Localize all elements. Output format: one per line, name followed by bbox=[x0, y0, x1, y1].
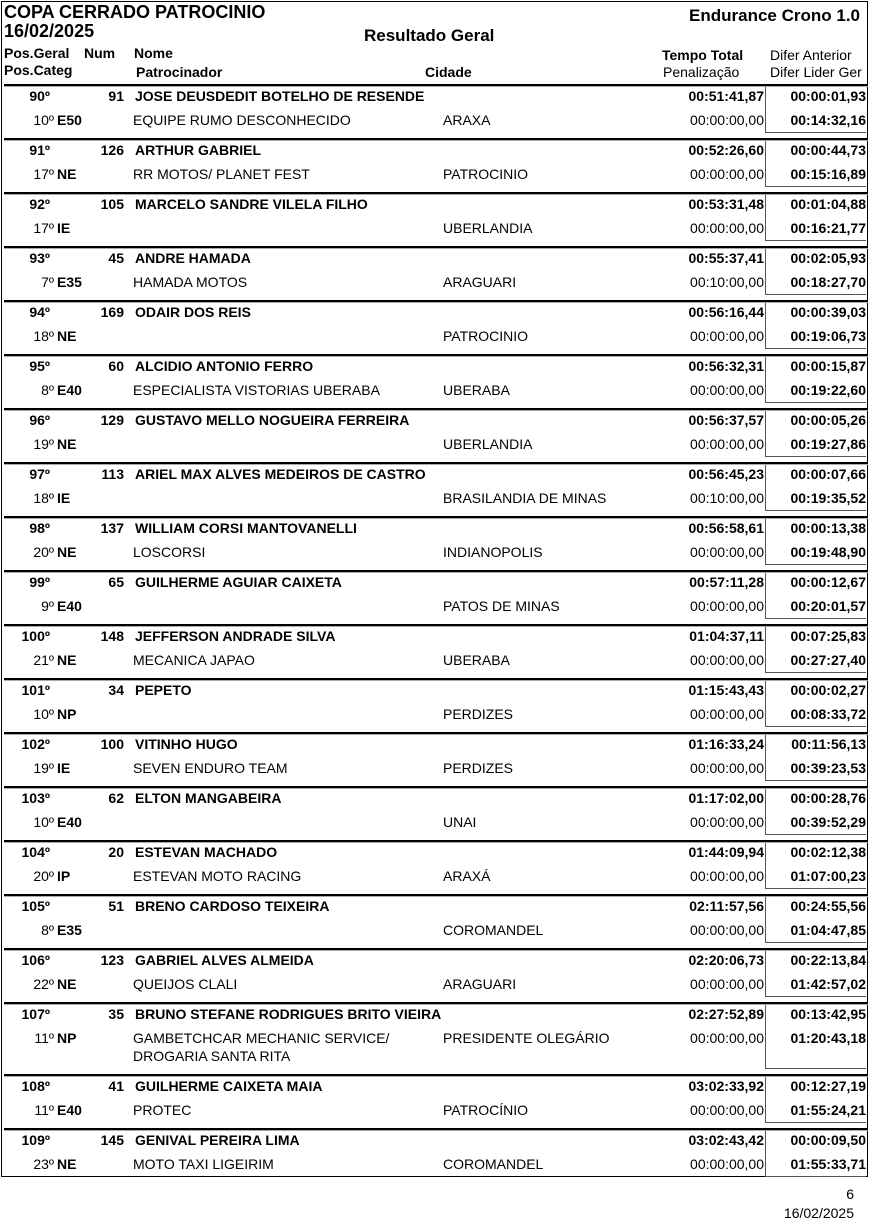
category: NE bbox=[57, 976, 77, 992]
row-separator-shadow bbox=[4, 734, 868, 735]
overall-position: 105º bbox=[21, 898, 50, 914]
category: IE bbox=[57, 760, 71, 776]
overall-position: 93º bbox=[29, 250, 50, 266]
diff-leader: 01:07:00,23 bbox=[790, 868, 866, 884]
category-position: 21º bbox=[33, 652, 54, 668]
diff-leader: 01:42:57,02 bbox=[790, 976, 866, 992]
total-time: 01:44:09,94 bbox=[688, 844, 764, 860]
category-position: 22º bbox=[33, 976, 54, 992]
total-time: 00:56:45,23 bbox=[688, 466, 764, 482]
penalty: 00:00:00,00 bbox=[690, 544, 764, 560]
overall-position: 98º bbox=[29, 520, 50, 536]
bib-number: 137 bbox=[100, 520, 124, 536]
row-separator-shadow bbox=[4, 86, 868, 87]
bib-number: 169 bbox=[100, 304, 124, 320]
rider-name: VITINHO HUGO bbox=[135, 736, 238, 752]
bib-number: 126 bbox=[100, 142, 124, 158]
overall-position: 109º bbox=[21, 1132, 50, 1148]
col-penalizacao: Penalização bbox=[663, 64, 740, 80]
diff-previous: 00:00:15,87 bbox=[790, 358, 866, 374]
penalty: 00:10:00,00 bbox=[690, 490, 764, 506]
city: ARAGUARI bbox=[443, 274, 517, 290]
diff-leader: 00:18:27,70 bbox=[790, 274, 866, 290]
overall-position: 108º bbox=[21, 1078, 50, 1094]
rider-name: GUSTAVO MELLO NOGUEIRA FERREIRA bbox=[135, 412, 410, 428]
report-title: Resultado Geral bbox=[364, 26, 495, 45]
city: ARAXÁ bbox=[443, 868, 491, 884]
penalty: 00:00:00,00 bbox=[690, 166, 764, 182]
city: ARAXA bbox=[443, 112, 491, 128]
sponsor: LOSCORSI bbox=[133, 544, 206, 560]
category: NE bbox=[57, 1156, 77, 1172]
diff-previous: 00:00:12,67 bbox=[790, 574, 866, 590]
bib-number: 100 bbox=[100, 736, 124, 752]
diff-previous: 00:00:07,66 bbox=[790, 466, 866, 482]
total-time: 02:27:52,89 bbox=[688, 1006, 764, 1022]
bib-number: 145 bbox=[100, 1132, 124, 1148]
total-time: 00:56:32,31 bbox=[688, 358, 764, 374]
total-time: 03:02:43,42 bbox=[688, 1132, 764, 1148]
col-tempo-total: Tempo Total bbox=[662, 47, 744, 63]
result-row bbox=[2, 1074, 868, 1128]
category: NE bbox=[57, 652, 77, 668]
city: UBERABA bbox=[443, 382, 510, 398]
penalty: 00:00:00,00 bbox=[690, 1102, 764, 1118]
total-time: 01:15:43,43 bbox=[688, 682, 764, 698]
diff-leader: 00:08:33,72 bbox=[790, 706, 866, 722]
diff-previous: 00:00:13,38 bbox=[790, 520, 866, 536]
row-separator-shadow bbox=[4, 194, 868, 195]
result-row bbox=[2, 138, 868, 192]
category: IP bbox=[57, 868, 71, 884]
diff-leader: 00:19:27,86 bbox=[790, 436, 866, 452]
diff-leader: 00:19:35,52 bbox=[790, 490, 866, 506]
penalty: 00:00:00,00 bbox=[690, 976, 764, 992]
row-separator-shadow bbox=[4, 140, 868, 141]
col-difer-anterior: Difer Anterior bbox=[770, 47, 852, 63]
category: E35 bbox=[57, 922, 82, 938]
category: E40 bbox=[57, 598, 82, 614]
diff-previous: 00:11:56,13 bbox=[791, 736, 866, 752]
result-row bbox=[2, 840, 868, 894]
penalty: 00:00:00,00 bbox=[690, 1156, 764, 1172]
diff-leader: 00:27:27,40 bbox=[790, 652, 866, 668]
col-num: Num bbox=[84, 45, 116, 61]
overall-position: 100º bbox=[21, 628, 50, 644]
overall-position: 102º bbox=[21, 736, 50, 752]
city: PATROCÍNIO bbox=[443, 1102, 529, 1118]
result-row bbox=[2, 408, 868, 462]
category: E40 bbox=[57, 382, 82, 398]
total-time: 02:11:57,56 bbox=[689, 898, 764, 914]
city: PATROCINIO bbox=[443, 166, 529, 182]
row-separator-shadow bbox=[4, 356, 868, 357]
diff-previous: 00:13:42,95 bbox=[790, 1006, 866, 1022]
diff-leader: 00:19:22,60 bbox=[790, 382, 866, 398]
diff-leader: 00:20:01,57 bbox=[790, 598, 866, 614]
row-separator-shadow bbox=[4, 572, 868, 573]
diff-leader: 00:19:48,90 bbox=[790, 544, 866, 560]
overall-position: 97º bbox=[29, 466, 50, 482]
city: UBERLANDIA bbox=[443, 220, 533, 236]
diff-leader: 00:39:23,53 bbox=[790, 760, 866, 776]
row-separator-shadow bbox=[4, 1076, 868, 1077]
result-row bbox=[2, 84, 868, 138]
rider-name: GUILHERME AGUIAR CAIXETA bbox=[135, 574, 342, 590]
sponsor: QUEIJOS CLALI bbox=[133, 976, 238, 992]
result-row bbox=[2, 192, 868, 246]
overall-position: 107º bbox=[21, 1006, 50, 1022]
rider-name: GABRIEL ALVES ALMEIDA bbox=[135, 952, 314, 968]
penalty: 00:00:00,00 bbox=[690, 1030, 764, 1046]
row-separator-shadow bbox=[4, 1130, 868, 1131]
penalty: 00:00:00,00 bbox=[690, 598, 764, 614]
bib-number: 113 bbox=[101, 466, 124, 482]
total-time: 00:56:58,61 bbox=[688, 520, 764, 536]
penalty: 00:00:00,00 bbox=[690, 112, 764, 128]
col-cidade: Cidade bbox=[425, 64, 472, 80]
category-position: 18º bbox=[33, 328, 54, 344]
result-row bbox=[2, 948, 868, 1002]
rider-name: ANDRE HAMADA bbox=[135, 250, 251, 266]
diff-leader: 00:16:21,77 bbox=[790, 220, 866, 236]
city: PERDIZES bbox=[443, 760, 514, 776]
category-position: 23º bbox=[33, 1156, 54, 1172]
result-row bbox=[2, 678, 868, 732]
penalty: 00:00:00,00 bbox=[690, 328, 764, 344]
overall-position: 103º bbox=[21, 790, 50, 806]
category-position: 8º bbox=[41, 922, 54, 938]
total-time: 00:52:26,60 bbox=[688, 142, 764, 158]
city: COROMANDEL bbox=[443, 922, 544, 938]
bib-number: 60 bbox=[108, 358, 124, 374]
bib-number: 20 bbox=[108, 844, 124, 860]
category-position: 19º bbox=[33, 760, 54, 776]
row-separator-shadow bbox=[4, 680, 868, 681]
rider-name: BRENO CARDOSO TEIXEIRA bbox=[135, 898, 330, 914]
category-position: 18º bbox=[33, 490, 54, 506]
bib-number: 34 bbox=[108, 682, 124, 698]
total-time: 00:51:41,87 bbox=[688, 88, 764, 104]
total-time: 00:57:11,28 bbox=[689, 574, 764, 590]
city: BRASILANDIA DE MINAS bbox=[443, 490, 607, 506]
overall-position: 96º bbox=[29, 412, 50, 428]
diff-previous: 00:22:13,84 bbox=[790, 952, 866, 968]
rider-name: ALCIDIO ANTONIO FERRO bbox=[135, 358, 314, 374]
overall-position: 90º bbox=[29, 88, 50, 104]
diff-leader: 01:04:47,85 bbox=[790, 922, 866, 938]
category: NE bbox=[57, 544, 77, 560]
overall-position: 95º bbox=[29, 358, 50, 374]
diff-previous: 00:00:01,93 bbox=[790, 88, 866, 104]
diff-leader: 00:14:32,16 bbox=[790, 112, 866, 128]
row-separator-shadow bbox=[4, 788, 868, 789]
event-date: 16/02/2025 bbox=[4, 21, 95, 41]
penalty: 00:00:00,00 bbox=[690, 220, 764, 236]
rider-name: ESTEVAN MACHADO bbox=[135, 844, 278, 860]
result-row bbox=[2, 570, 868, 624]
result-row bbox=[2, 732, 868, 786]
category-position: 20º bbox=[33, 544, 54, 560]
diff-previous: 00:02:05,93 bbox=[790, 250, 866, 266]
city: ARAGUARI bbox=[443, 976, 517, 992]
city: PATOS DE MINAS bbox=[443, 598, 560, 614]
total-time: 01:17:02,00 bbox=[688, 790, 764, 806]
category-position: 10º bbox=[33, 112, 54, 128]
rider-name: MARCELO SANDRE VILELA FILHO bbox=[135, 196, 368, 212]
penalty: 00:00:00,00 bbox=[690, 760, 764, 776]
result-row bbox=[2, 624, 868, 678]
total-time: 02:20:06,73 bbox=[688, 952, 764, 968]
row-separator-shadow bbox=[4, 896, 868, 897]
sponsor: ESPECIALISTA VISTORIAS UBERABA bbox=[133, 382, 380, 398]
city: UBERLANDIA bbox=[443, 436, 533, 452]
bib-number: 123 bbox=[100, 952, 124, 968]
penalty: 00:00:00,00 bbox=[690, 868, 764, 884]
diff-leader: 01:55:33,71 bbox=[790, 1156, 866, 1172]
category: IE bbox=[57, 490, 71, 506]
category-position: 17º bbox=[33, 220, 54, 236]
overall-position: 92º bbox=[29, 196, 50, 212]
row-separator-shadow bbox=[4, 410, 868, 411]
event-title: COPA CERRADO PATROCINIO bbox=[4, 2, 266, 22]
row-separator-shadow bbox=[4, 248, 868, 249]
category-position: 11º bbox=[34, 1030, 54, 1046]
diff-previous: 00:00:39,03 bbox=[790, 304, 866, 320]
category: E35 bbox=[57, 274, 82, 290]
diff-previous: 00:02:12,38 bbox=[790, 844, 866, 860]
category-position: 10º bbox=[33, 706, 54, 722]
col-pos-categ: Pos.Categ bbox=[4, 62, 73, 78]
category: NP bbox=[57, 1030, 77, 1046]
city: PERDIZES bbox=[443, 706, 514, 722]
category: E40 bbox=[57, 814, 82, 830]
penalty: 00:00:00,00 bbox=[690, 382, 764, 398]
rider-name: ELTON MANGABEIRA bbox=[135, 790, 282, 806]
bib-number: 41 bbox=[108, 1078, 124, 1094]
overall-position: 104º bbox=[21, 844, 50, 860]
diff-leader: 01:20:43,18 bbox=[790, 1030, 866, 1046]
result-row bbox=[2, 1002, 868, 1074]
total-time: 01:16:33,24 bbox=[688, 736, 764, 752]
rider-name: JEFFERSON ANDRADE SILVA bbox=[135, 628, 336, 644]
sponsor: EQUIPE RUMO DESCONHECIDO bbox=[133, 112, 351, 128]
category: NE bbox=[57, 436, 77, 452]
overall-position: 91º bbox=[29, 142, 50, 158]
diff-previous: 00:01:04,88 bbox=[790, 196, 866, 212]
diff-previous: 00:00:09,50 bbox=[790, 1132, 866, 1148]
sponsor-line-2: DROGARIA SANTA RITA bbox=[133, 1048, 291, 1064]
bib-number: 51 bbox=[108, 898, 124, 914]
diff-previous: 00:00:02,27 bbox=[790, 682, 866, 698]
total-time: 00:53:31,48 bbox=[688, 196, 764, 212]
category-position: 7º bbox=[41, 274, 54, 290]
diff-previous: 00:12:27,19 bbox=[790, 1078, 866, 1094]
total-time: 01:04:37,11 bbox=[689, 628, 764, 644]
city: COROMANDEL bbox=[443, 1156, 544, 1172]
category: E50 bbox=[57, 112, 82, 128]
diff-previous: 00:00:44,73 bbox=[790, 142, 866, 158]
diff-previous: 00:24:55,56 bbox=[790, 898, 866, 914]
city: PATROCINIO bbox=[443, 328, 529, 344]
diff-previous: 00:00:28,76 bbox=[790, 790, 866, 806]
bib-number: 62 bbox=[108, 790, 124, 806]
result-row bbox=[2, 354, 868, 408]
row-separator-shadow bbox=[4, 1004, 868, 1005]
software-name: Endurance Crono 1.0 bbox=[689, 6, 860, 25]
city: UNAI bbox=[443, 814, 477, 830]
sponsor: ESTEVAN MOTO RACING bbox=[133, 868, 302, 884]
penalty: 00:10:00,00 bbox=[690, 274, 764, 290]
penalty: 00:00:00,00 bbox=[690, 706, 764, 722]
city: UBERABA bbox=[443, 652, 510, 668]
row-separator-shadow bbox=[4, 518, 868, 519]
category-position: 11º bbox=[34, 1102, 54, 1118]
bib-number: 91 bbox=[108, 88, 124, 104]
bib-number: 148 bbox=[100, 628, 124, 644]
row-separator-shadow bbox=[4, 842, 868, 843]
category: NE bbox=[57, 328, 77, 344]
sponsor: PROTEC bbox=[133, 1102, 192, 1118]
col-nome: Nome bbox=[134, 45, 173, 61]
result-row bbox=[2, 246, 868, 300]
row-separator-shadow bbox=[4, 950, 868, 951]
category-position: 19º bbox=[33, 436, 54, 452]
total-time: 00:56:16,44 bbox=[688, 304, 764, 320]
result-row bbox=[2, 516, 868, 570]
rider-name: GUILHERME CAIXETA MAIA bbox=[135, 1078, 323, 1094]
diff-leader: 00:19:06,73 bbox=[790, 328, 866, 344]
rider-name: JOSE DEUSDEDIT BOTELHO DE RESENDE bbox=[135, 88, 425, 104]
rider-name: ODAIR DOS REIS bbox=[135, 304, 251, 320]
sponsor: MECANICA JAPAO bbox=[133, 652, 255, 668]
page-number: 6 bbox=[846, 1186, 854, 1202]
category: NP bbox=[57, 706, 77, 722]
city: PRESIDENTE OLEGÁRIO bbox=[443, 1030, 610, 1046]
row-separator-shadow bbox=[4, 626, 868, 627]
category: E40 bbox=[57, 1102, 82, 1118]
result-row bbox=[2, 786, 868, 840]
sponsor: MOTO TAXI LIGEIRIM bbox=[133, 1156, 274, 1172]
category-position: 20º bbox=[33, 868, 54, 884]
rider-name: WILLIAM CORSI MANTOVANELLI bbox=[135, 520, 357, 536]
row-separator-shadow bbox=[4, 464, 868, 465]
bib-number: 105 bbox=[100, 196, 124, 212]
diff-leader: 00:15:16,89 bbox=[790, 166, 866, 182]
result-row bbox=[2, 894, 868, 948]
result-row bbox=[2, 462, 868, 516]
sponsor: HAMADA MOTOS bbox=[133, 274, 248, 290]
overall-position: 101º bbox=[21, 682, 50, 698]
rider-name: BRUNO STEFANE RODRIGUES BRITO VIEIRA bbox=[135, 1006, 442, 1022]
category-position: 8º bbox=[41, 382, 54, 398]
result-row bbox=[2, 1128, 868, 1182]
col-difer-lider: Difer Lider Ger bbox=[770, 64, 862, 80]
rider-name: ARIEL MAX ALVES MEDEIROS DE CASTRO bbox=[135, 466, 426, 482]
total-time: 00:56:37,57 bbox=[688, 412, 764, 428]
bib-number: 35 bbox=[108, 1006, 124, 1022]
col-patrocinador: Patrocinador bbox=[136, 64, 223, 80]
penalty: 00:00:00,00 bbox=[690, 436, 764, 452]
bib-number: 45 bbox=[108, 250, 124, 266]
result-row bbox=[2, 300, 868, 354]
overall-position: 94º bbox=[29, 304, 50, 320]
overall-position: 99º bbox=[29, 574, 50, 590]
diff-leader: 00:39:52,29 bbox=[790, 814, 866, 830]
category-position: 17º bbox=[33, 166, 54, 182]
rider-name: PEPETO bbox=[135, 682, 192, 698]
sponsor: GAMBETCHCAR MECHANIC SERVICE/ bbox=[133, 1030, 390, 1046]
sponsor: SEVEN ENDURO TEAM bbox=[133, 760, 288, 776]
overall-position: 106º bbox=[21, 952, 50, 968]
rider-name: ARTHUR GABRIEL bbox=[135, 142, 261, 158]
category: IE bbox=[57, 220, 71, 236]
sponsor: RR MOTOS/ PLANET FEST bbox=[133, 166, 310, 182]
city: INDIANOPOLIS bbox=[443, 544, 543, 560]
rider-name: GENIVAL PEREIRA LIMA bbox=[135, 1132, 300, 1148]
category-position: 9º bbox=[41, 598, 54, 614]
footer-date: 16/02/2025 bbox=[783, 1205, 854, 1221]
diff-leader: 01:55:24,21 bbox=[790, 1102, 866, 1118]
total-time: 03:02:33,92 bbox=[688, 1078, 764, 1094]
col-pos-geral: Pos.Geral bbox=[4, 45, 70, 61]
diff-previous: 00:00:05,26 bbox=[790, 412, 866, 428]
row-separator-shadow bbox=[4, 302, 868, 303]
bib-number: 129 bbox=[100, 412, 124, 428]
bib-number: 65 bbox=[108, 574, 124, 590]
penalty: 00:00:00,00 bbox=[690, 814, 764, 830]
category-position: 10º bbox=[33, 814, 54, 830]
penalty: 00:00:00,00 bbox=[690, 922, 764, 938]
total-time: 00:55:37,41 bbox=[688, 250, 764, 266]
diff-previous: 00:07:25,83 bbox=[790, 628, 866, 644]
penalty: 00:00:00,00 bbox=[690, 652, 764, 668]
category: NE bbox=[57, 166, 77, 182]
